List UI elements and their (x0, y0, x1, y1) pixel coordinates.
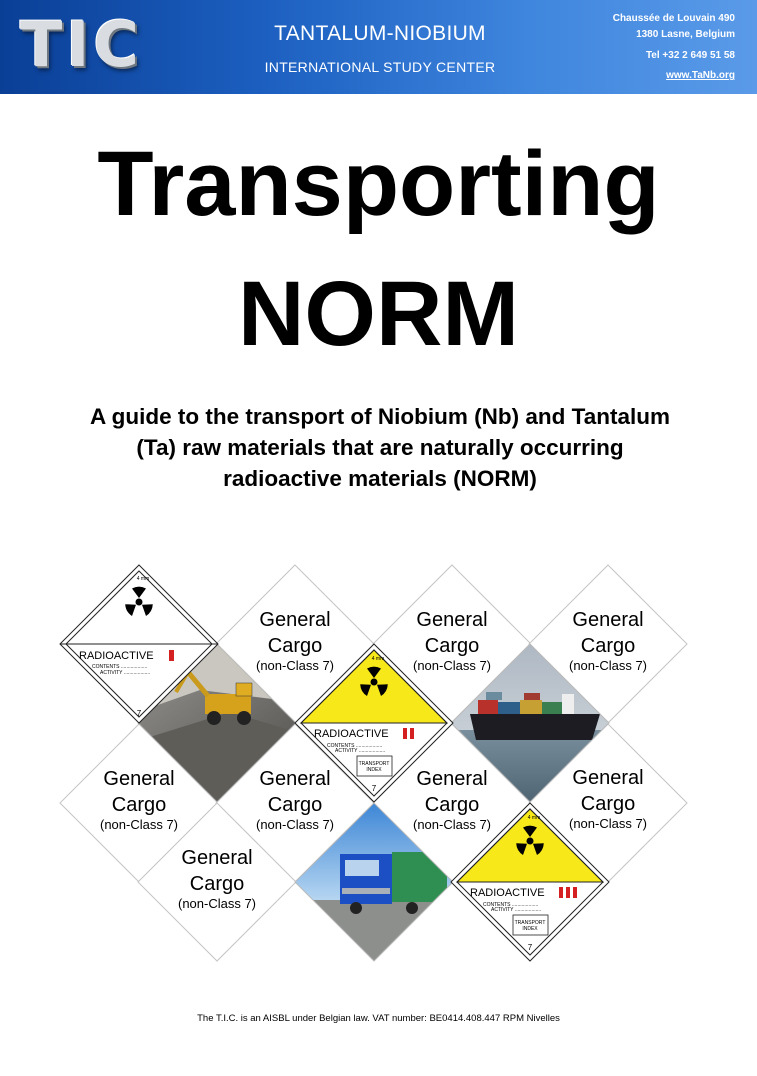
non-class-text: (non-Class 7) (255, 817, 335, 832)
class-number: 7 (371, 784, 377, 793)
cargo-text: Cargo (189, 873, 245, 895)
cargo-text: Cargo (424, 635, 480, 657)
address-city: 1380 Lasne, Belgium (636, 29, 735, 40)
contents-text: CONTENTS ................... (483, 902, 539, 908)
org-subtitle: INTERNATIONAL STUDY CENTER (264, 59, 496, 75)
transport-text: TRANSPORT (358, 761, 390, 767)
subtitle: A guide to the transport of Niobium (Nb) and Tantalum (Ta) raw materials that are naturally occurring radioactive materials (NORM) (90, 404, 670, 491)
placards-grid (0, 562, 757, 962)
non-class-text: (non-Class 7) (99, 817, 179, 832)
red-bar-icon (169, 650, 174, 661)
radioactive-text: RADIOACTIVE (470, 887, 545, 899)
class-number: 7 (136, 709, 142, 718)
non-class-text: (non-Class 7) (255, 658, 335, 673)
activity-text: ACTIVITY ................... (100, 670, 151, 676)
non-class-text: (non-Class 7) (412, 658, 492, 673)
phone-number: Tel +32 2 649 51 58 (645, 50, 735, 61)
non-class-text: (non-Class 7) (177, 896, 257, 911)
cargo-text: Cargo (580, 793, 636, 815)
dimension-text: 4 mm (136, 576, 150, 582)
general-text: General (259, 609, 331, 631)
cargo-text: Cargo (111, 794, 167, 816)
radioactive-text: RADIOACTIVE (314, 728, 389, 740)
address-street: Chaussée de Louvain 490 (612, 13, 735, 24)
website-link[interactable]: www.TaNb.org (666, 70, 735, 81)
footer-legal-text: The T.I.C. is an AISBL under Belgian law. VAT number: BE0414.408.447 RPM Nivelles (197, 1013, 560, 1024)
dimension-text: 4 mm (371, 656, 385, 662)
tic-logo: TIC (20, 8, 143, 81)
red-bar-icon (559, 887, 563, 898)
cargo-text: Cargo (424, 794, 480, 816)
red-bar-icon (573, 887, 577, 898)
red-bar-icon (403, 728, 407, 739)
radioactive-text: RADIOACTIVE (79, 650, 154, 662)
contents-text: CONTENTS ................... (92, 664, 148, 670)
cargo-text: Cargo (267, 794, 323, 816)
transport-text: TRANSPORT (514, 920, 546, 926)
non-class-text: (non-Class 7) (568, 816, 648, 831)
general-text: General (103, 768, 175, 790)
general-text: General (259, 768, 331, 790)
header-banner (0, 0, 757, 94)
title-line-2: NORM (237, 263, 520, 365)
general-text: General (572, 609, 644, 631)
index-text: INDEX (522, 926, 538, 932)
non-class-text: (non-Class 7) (568, 658, 648, 673)
title-line-1: Transporting (97, 133, 660, 235)
index-text: INDEX (366, 767, 382, 773)
cargo-text: Cargo (267, 635, 323, 657)
contents-text: CONTENTS ................... (327, 743, 383, 749)
non-class-text: (non-Class 7) (412, 817, 492, 832)
cargo-text: Cargo (580, 635, 636, 657)
general-text: General (181, 847, 253, 869)
org-name: TANTALUM-NIOBIUM (274, 22, 486, 45)
general-text: General (416, 609, 488, 631)
class-number: 7 (527, 943, 533, 952)
activity-text: ACTIVITY ................... (335, 748, 386, 754)
general-text: General (416, 768, 488, 790)
red-bar-icon (410, 728, 414, 739)
activity-text: ACTIVITY ................... (491, 907, 542, 913)
dimension-text: 4 mm (527, 815, 541, 821)
general-text: General (572, 767, 644, 789)
red-bar-icon (566, 887, 570, 898)
